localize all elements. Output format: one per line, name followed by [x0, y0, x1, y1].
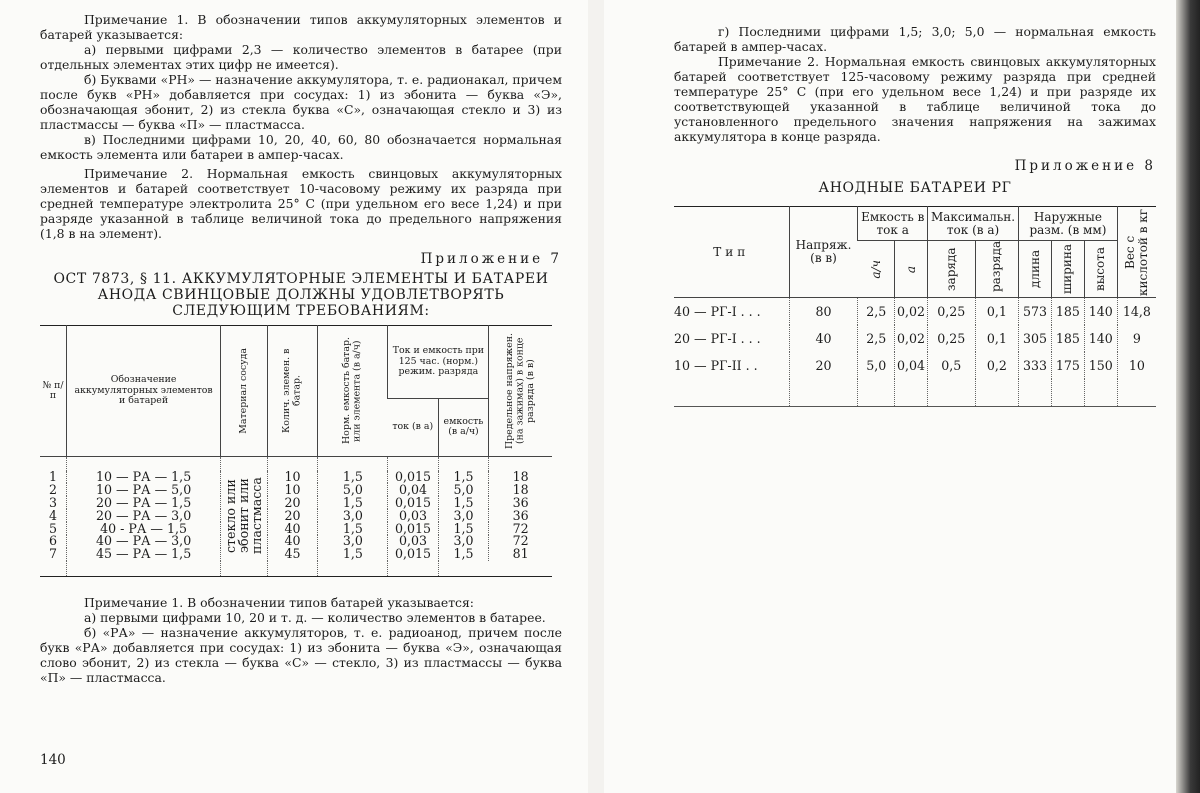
- appendix-7-heading: Приложение 7: [420, 251, 562, 267]
- header-capacity-group: Емкость в ток а: [858, 207, 927, 241]
- table-row: 6 40 — РА — 3,0 40 3,0 0,03 3,0 72: [40, 535, 552, 548]
- table-row: 5 40 - РА — 1,5 40 1,5 0,015 1,5 72: [40, 522, 552, 535]
- table-row: 40 — РГ-I . . . 80 2,5 0,02 0,25 0,1 573 185 140 14,8: [674, 298, 1156, 326]
- table-title: ОСТ 7873, § 11. АККУМУЛЯТОРНЫЕ ЭЛЕМЕНТЫ И БАТАРЕИ АНОДА СВИНЦОВЫЕ ДОЛЖНЫ УДОВЛЕТВОРЯТЬ СЛЕДУЮЩИМ ТРЕБОВАНИЯМ:: [53, 271, 549, 319]
- para-g: г) Последними цифрами 1,5; 3,0; 5,0 — нормальная емкость батарей в ампер-часах.: [674, 24, 1156, 54]
- material-cell: стекло или эбонит или пластмасса: [221, 471, 267, 561]
- header-width: ширина: [1052, 241, 1085, 298]
- header-capacity: Норм. емкость батар. или элемента (в а/ч): [318, 326, 388, 457]
- page-number: 140: [40, 752, 66, 768]
- note1-item-c: в) Последними цифрами 10, 20, 40, 60, 80 обозначается нормальная емкость элемента или батареи в ампер-часах.: [40, 132, 562, 162]
- header-weight: Вес с кислотой в кг: [1117, 207, 1156, 298]
- bottom-note-a: а) первыми цифрами 10, 20 и т. д. — количество элементов в батарее.: [84, 610, 546, 625]
- header-capacity2: емкость (в а/ч): [438, 398, 489, 456]
- anode-batteries-table: [674, 206, 1156, 407]
- battery-requirements-table: [40, 325, 552, 577]
- table-row: 7 45 — РА — 1,5 45 1,5 0,015 1,5 81: [40, 548, 552, 561]
- table-row: 3 20 — РА — 1,5 20 1,5 0,015 1,5 36: [40, 496, 552, 509]
- book-edge-shadow: [1176, 0, 1200, 793]
- table-row: 20 — РГ-I . . . 40 2,5 0,02 0,25 0,1 305 185 140 9: [674, 325, 1156, 352]
- header-charge: заряда: [927, 241, 975, 298]
- table-row: 4 20 — РА — 3,0 20 3,0 0,03 3,0 36: [40, 509, 552, 522]
- header-length: длина: [1019, 241, 1052, 298]
- header-voltage: Напряж. (в в): [789, 207, 858, 298]
- bottom-note-b: б) «РА» — назначение аккумуляторов, т. е. радиоанод, причем после букв «РА» добавляется при сосудах: 1) из эбонита — буква «Э», означающая слово эбонит, 2) из стекла — буква «С» — стекло, 3) из пластмассы — буква «П» — пластмасса.: [40, 625, 562, 685]
- header-current: ток (в а): [388, 398, 438, 456]
- header-ah: а/ч: [858, 241, 895, 298]
- header-a: а: [895, 241, 928, 298]
- header-num: № п/п: [40, 326, 66, 457]
- bottom-note-title: Примечание 1. В обозначении типов батарей указывается:: [84, 595, 474, 610]
- note1-title: Примечание 1. В обозначении типов аккумуляторных элементов и батарей указывается:: [40, 12, 562, 42]
- header-height: высота: [1084, 241, 1117, 298]
- header-max-current-group: Максимальн. ток (в а): [927, 207, 1018, 241]
- header-voltage: Предельное напряжен. (на зажимах) в конце разряда (в в): [489, 326, 552, 457]
- left-page: [0, 0, 588, 793]
- right-note2: Примечание 2. Нормальная емкость свинцовых аккумуляторных батарей соответствует 125-часовому режиму разряда при средней температуре 25° С (при его удельном весе 1,24) и при разряде их соответствующей указанной в таблице величиной тока до установленного предельного значения напряжения на зажимах аккумулятора в конце разряда.: [674, 54, 1156, 144]
- header-type: Тип: [674, 207, 789, 298]
- table-row: 10 — РГ-II . . 20 5,0 0,04 0,5 0,2 333 175 150 10: [674, 352, 1156, 379]
- header-dims-group: Наружные разм. (в мм): [1019, 207, 1118, 241]
- note1-item-b: б) Буквами «РН» — назначение аккумулятора, т. е. радионакал, причем после букв «РН» добавляется при сосудах: 1) из эбонита — буква «Э», обозначающая эбонит, 2) из стекла буква «С», означающая стекло и 3) из пластмассы — буква «П» — пластмасса.: [40, 72, 562, 132]
- header-designation: Обозначение аккумуляторных элементов и батарей: [66, 326, 220, 457]
- book-spine: [588, 0, 604, 793]
- anode-table-title: АНОДНЫЕ БАТАРЕИ РГ: [818, 180, 1012, 196]
- note1-item-a: а) первыми цифрами 2,3 — количество элементов в батарее (при отдельных элементах этих цифр не имеется).: [40, 42, 562, 72]
- appendix-8-heading: Приложение 8: [1014, 158, 1156, 174]
- right-page: [604, 0, 1176, 793]
- table-row: 2 10 — РА — 5,0 10 5,0 0,04 5,0 18: [40, 483, 552, 496]
- note2: Примечание 2. Нормальная емкость свинцовых аккумуляторных элементов и батарей соответствует 10-часовому режиму их разряда при средней температуре электролита 25° С (при удельном его весе 1,24) и при разряде указанной в таблице величиной тока до предельного напряжения (1,8 в на элемент).: [40, 166, 562, 241]
- header-material: Материал сосуда: [221, 326, 267, 457]
- header-discharge-group: Ток и емкость при 125 час. (норм.) режим. разряда: [388, 326, 489, 399]
- header-discharge: разряда: [975, 241, 1018, 298]
- header-count: Колич. элемен. в батар.: [267, 326, 318, 457]
- table-row: 1 10 — РА — 1,5 стекло или эбонит или пластмасса 10 1,5 0,015 1,5 18: [40, 471, 552, 484]
